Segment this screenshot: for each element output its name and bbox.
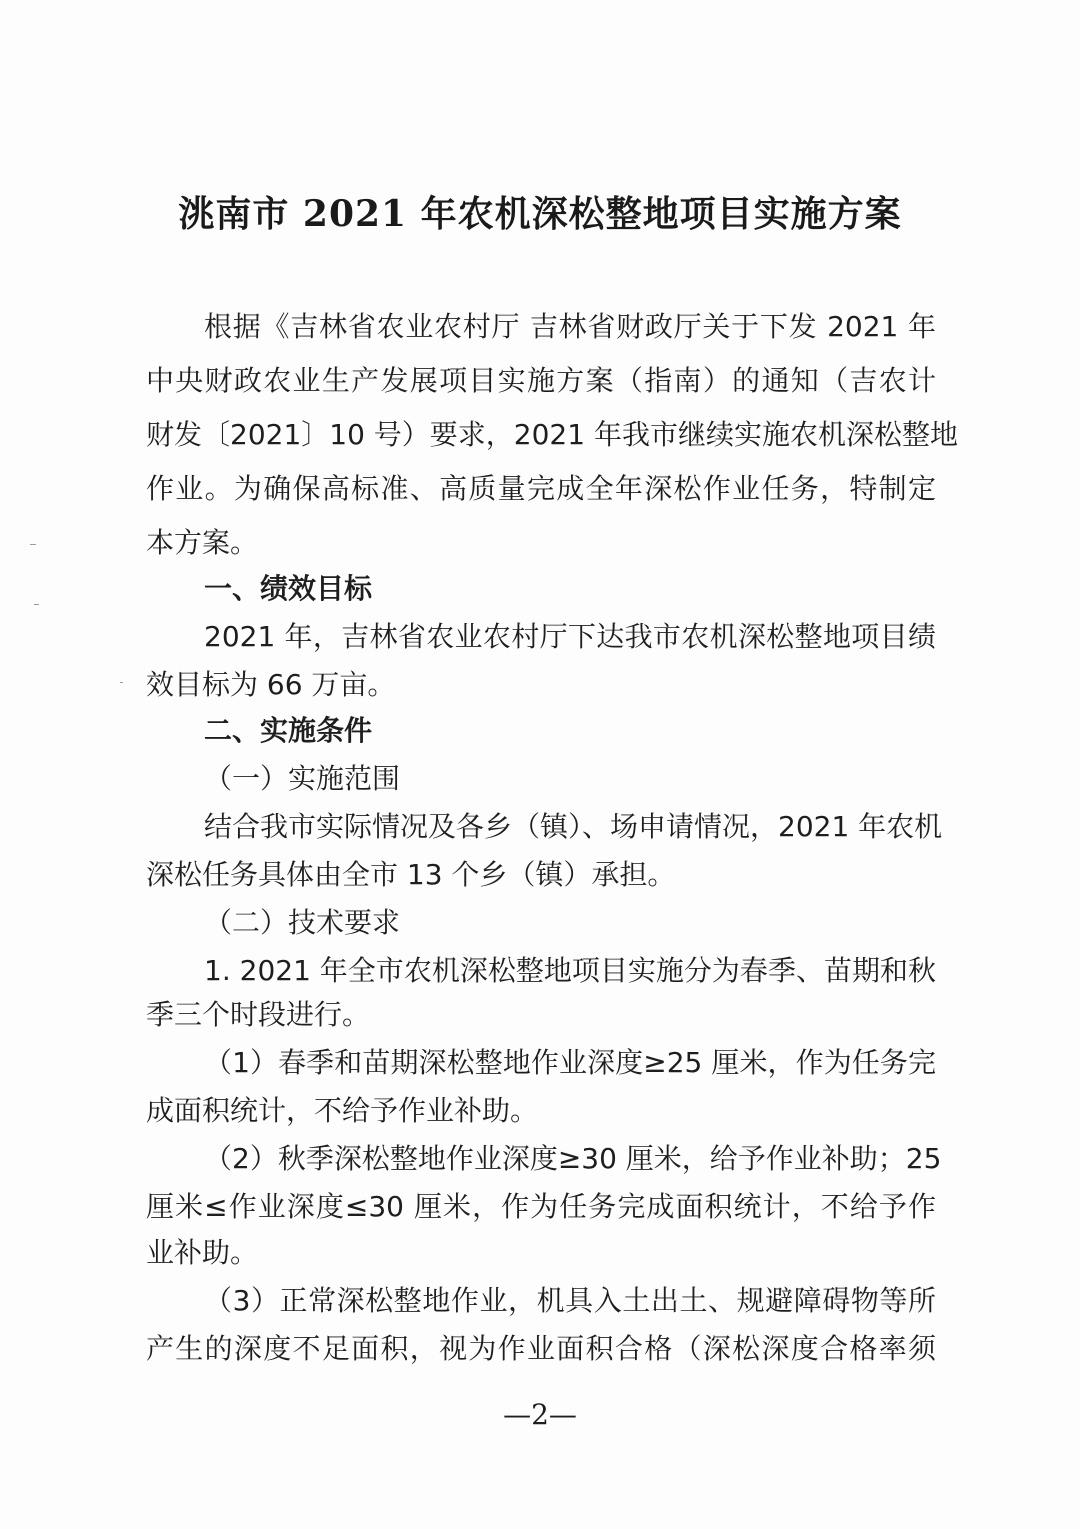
paragraph-line: 本方案。 xyxy=(146,526,259,559)
document-title: 洮南市 2021 年农机深松整地项目实施方案 xyxy=(178,193,902,235)
paragraph-line: 2021 年，吉林省农业农村厅下达我市农机深松整地项目绩 xyxy=(204,620,936,653)
scan-mark xyxy=(30,544,36,545)
subsection-heading: （一）实施范围 xyxy=(204,762,401,795)
paragraph-line: 财发〔2021〕10 号）要求，2021 年我市继续实施农机深松整地 xyxy=(146,418,958,451)
page-number: —2— xyxy=(503,1398,577,1431)
paragraph-line: 1. 2021 年全市农机深松整地项目实施分为春季、苗期和秋 xyxy=(204,954,936,987)
paragraph-line: 业补助。 xyxy=(146,1236,259,1269)
paragraph-line: （3）正常深松整地作业，机具入土出土、规避障碍物等所 xyxy=(204,1284,936,1317)
paragraph-line: 季三个时段进行。 xyxy=(146,998,371,1031)
paragraph-line: 结合我市实际情况及各乡（镇）、场申请情况，2021 年农机 xyxy=(204,810,943,843)
scan-mark xyxy=(120,682,123,683)
paragraph-line: 深松任务具体由全市 13 个乡（镇）承担。 xyxy=(146,858,676,891)
paragraph-line: 效目标为 66 万亩。 xyxy=(146,668,396,701)
paragraph-line: 中央财政农业生产发展项目实施方案（指南）的通知（吉农计 xyxy=(146,364,936,397)
scan-mark xyxy=(34,604,39,605)
paragraph-line: 厘米≤作业深度≤30 厘米，作为任务完成面积统计，不给予作 xyxy=(146,1190,936,1223)
paragraph-line: （2）秋季深松整地作业深度≥30 厘米，给予作业补助；25 xyxy=(204,1142,942,1175)
subsection-heading: （二）技术要求 xyxy=(204,906,401,939)
paragraph-line: 作业。为确保高标准、高质量完成全年深松作业任务，特制定 xyxy=(146,472,936,505)
paragraph-line: （1）春季和苗期深松整地作业深度≥25 厘米，作为任务完 xyxy=(204,1046,936,1079)
section-heading: 二、实施条件 xyxy=(204,714,373,747)
paragraph-line: 成面积统计，不给予作业补助。 xyxy=(146,1094,539,1127)
paragraph-line: 产生的深度不足面积，视为作业面积合格（深松深度合格率须 xyxy=(146,1332,936,1365)
section-heading: 一、绩效目标 xyxy=(204,572,373,605)
paragraph-line: 根据《吉林省农业农村厅 吉林省财政厅关于下发 2021 年 xyxy=(204,310,936,343)
